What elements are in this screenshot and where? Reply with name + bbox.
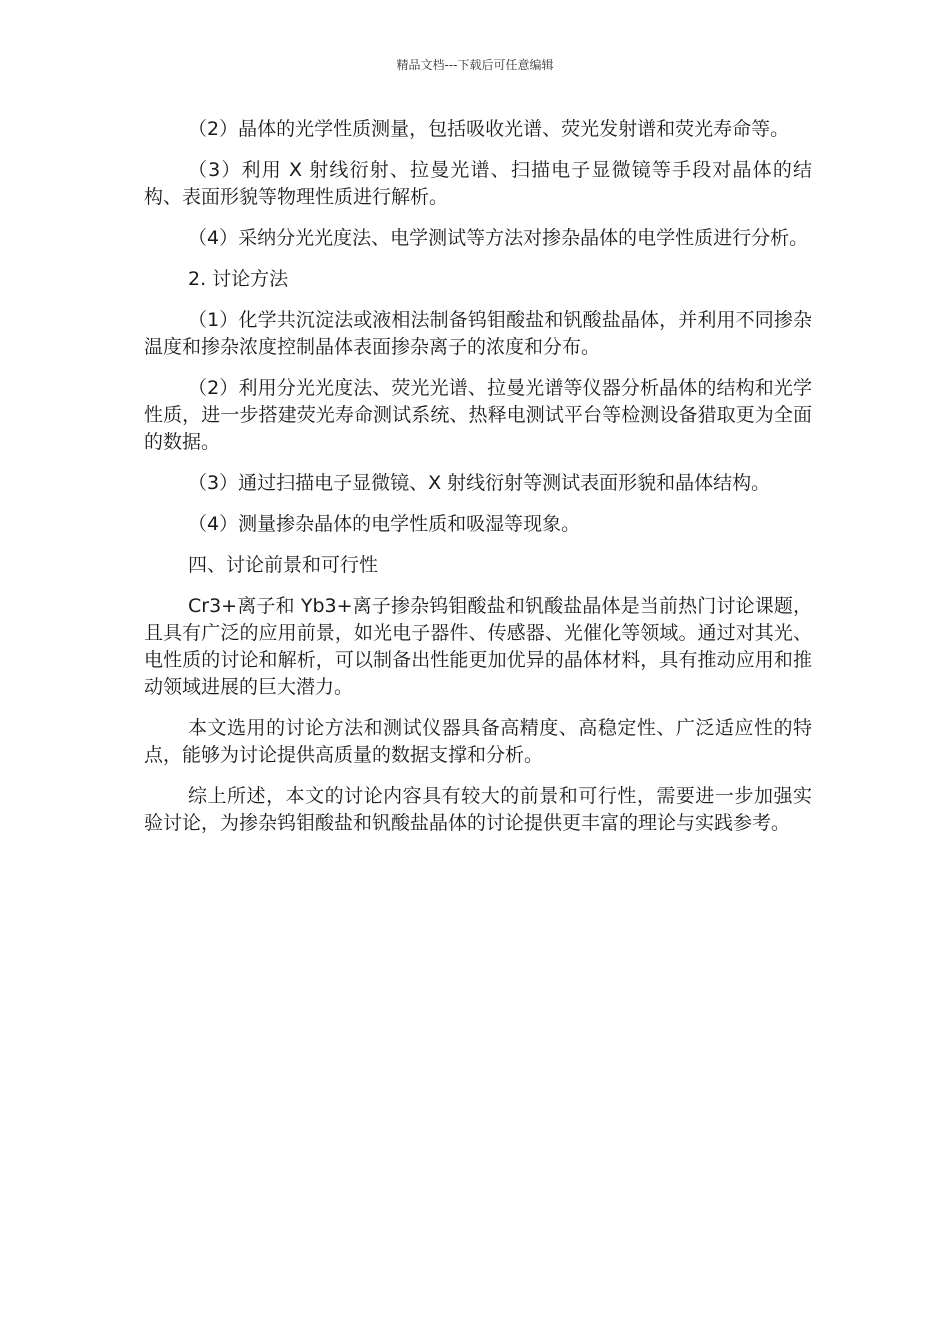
- paragraph-feasibility: 本文选用的讨论方法和测试仪器具备高精度、高稳定性、广泛适应性的特点，能够为讨论提供高质量的数据支撑和分析。: [144, 717, 812, 766]
- paragraph-optical-measurement: （2）晶体的光学性质测量，包括吸收光谱、荧光发射谱和荧光寿命等。: [188, 118, 790, 140]
- section-heading-methods: 2. 讨论方法: [188, 268, 289, 290]
- page-header: 精品文档---下载后可任意编辑: [396, 58, 554, 72]
- paragraph-prospects: Cr3+离子和 Yb3+离子掺杂钨钼酸盐和钒酸盐晶体是当前热门讨论课题，且具有广泛的应用前景，如光电子器件、传感器、光催化等领域。通过对其光、电性质的讨论和解析，可以制备出性能更加优异的晶体材料，具有推动应用和推动领域进展的巨大潜力。: [144, 595, 812, 698]
- paragraph-structure-analysis: （3）利用 X 射线衍射、拉曼光谱、扫描电子显微镜等手段对晶体的结构、表面形貌等物理性质进行解析。: [144, 159, 812, 208]
- paragraph-method-sem-xrd: （3）通过扫描电子显微镜、X 射线衍射等测试表面形貌和晶体结构。: [188, 472, 771, 494]
- paragraph-method-preparation: （1）化学共沉淀法或液相法制备钨钼酸盐和钒酸盐晶体，并利用不同掺杂温度和掺杂浓度控制晶体表面掺杂离子的浓度和分布。: [144, 309, 812, 358]
- paragraph-conclusion: 综上所述，本文的讨论内容具有较大的前景和可行性，需要进一步加强实验讨论，为掺杂钨钼酸盐和钒酸盐晶体的讨论提供更丰富的理论与实践参考。: [144, 785, 812, 834]
- paragraph-method-instruments: （2）利用分光光度法、荧光光谱、拉曼光谱等仪器分析晶体的结构和光学性质，进一步搭建荧光寿命测试系统、热释电测试平台等检测设备猎取更为全面的数据。: [144, 377, 812, 453]
- paragraph-method-electrical: （4）测量掺杂晶体的电学性质和吸湿等现象。: [188, 513, 581, 535]
- paragraph-electrical-analysis: （4）采纳分光光度法、电学测试等方法对掺杂晶体的电学性质进行分析。: [188, 227, 809, 249]
- section-heading-prospects: 四、讨论前景和可行性: [188, 554, 379, 576]
- document-body: [144, 116, 812, 851]
